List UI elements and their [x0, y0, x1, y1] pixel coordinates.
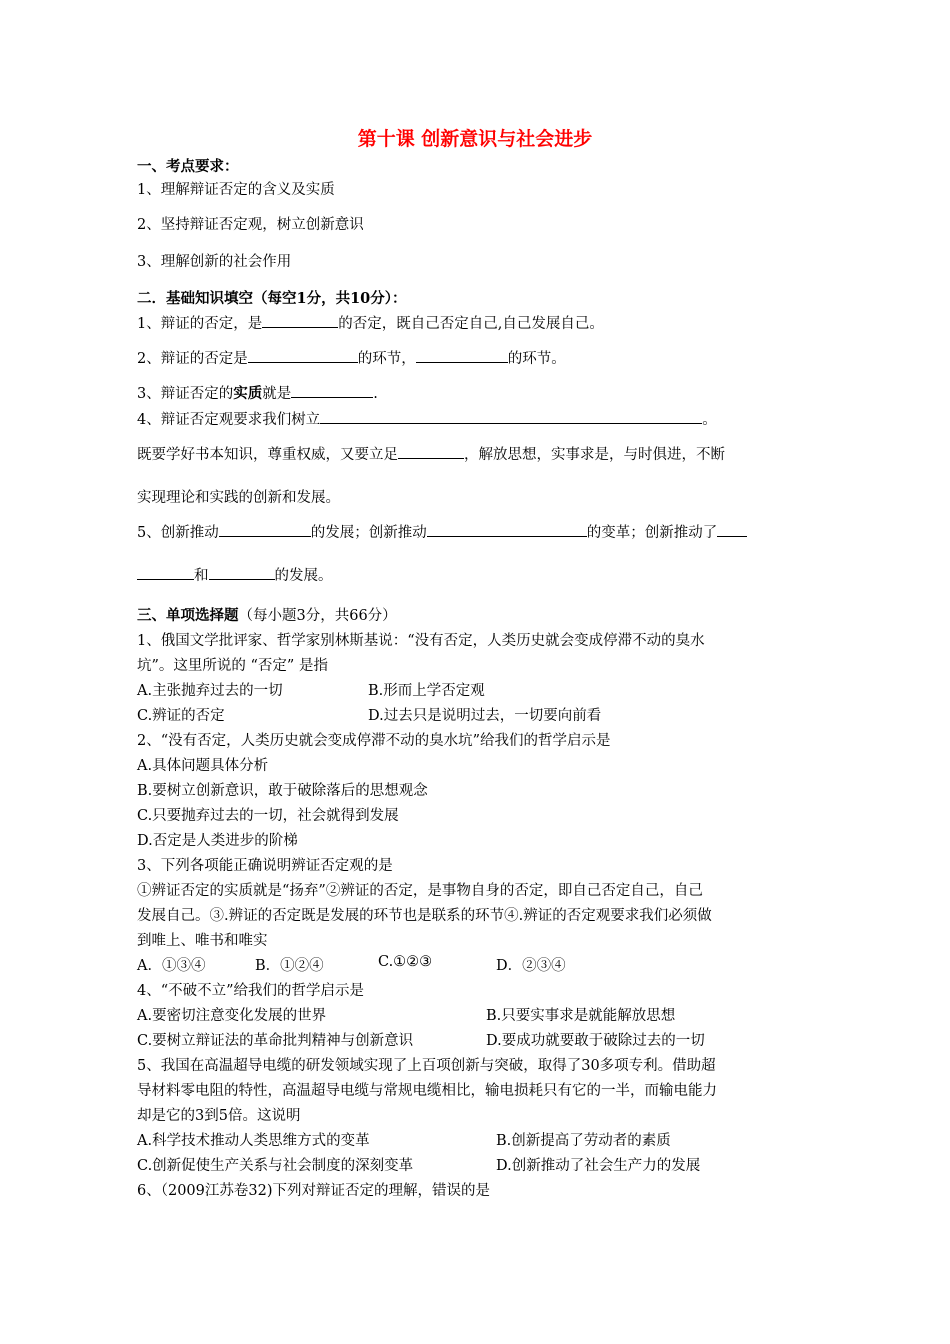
q5-text-e: 的发展。: [274, 568, 333, 584]
mc1-option-a: A.主张抛弃过去的一切: [137, 683, 283, 699]
mc5-option-b: B.创新提高了劳动者的素质: [496, 1133, 671, 1149]
q3-text-d: .: [373, 386, 378, 402]
mc3-stem-line-4: 到唯上、唯书和唯实: [137, 933, 268, 949]
blank: [291, 385, 373, 398]
blank: [137, 567, 194, 580]
blank: [209, 567, 275, 580]
blank: [219, 524, 311, 537]
mc2-option-a: A.具体问题具体分析: [137, 758, 269, 774]
mc4-option-c: C.要树立辩证法的革命批判精神与创新意识: [137, 1033, 414, 1049]
q3-bold-word: 实质: [233, 385, 263, 402]
fill-question-1: [137, 312, 604, 333]
blank: [717, 524, 747, 537]
mc5-option-c: C.创新促使生产关系与社会制度的深刻变革: [137, 1158, 414, 1174]
section3-note: （每小题3分，共66分）: [238, 608, 397, 624]
q2-text-b: 的环节，: [357, 351, 416, 367]
mc2-option-b: B.要树立创新意识，敢于破除落后的思想观念: [137, 783, 428, 799]
q5-text-c: 的变革；创新推动了: [586, 525, 718, 541]
mc4-stem: 4、“不破不立”给我们的哲学启示是: [137, 983, 365, 999]
q5-text-a: 5、创新推动: [137, 525, 219, 541]
q1-text-a: 1、辩证的否定，是: [137, 316, 263, 332]
mc6-stem: 6、（2009江苏卷32)下列对辩证否定的理解，错误的是: [137, 1183, 490, 1199]
mc3-option-a: A．①③④: [137, 958, 206, 974]
fill-question-2: [137, 347, 566, 368]
mc5-option-d: D.创新推动了社会生产力的发展: [496, 1158, 701, 1174]
mc5-stem-line-1: 5、我国在高温超导电缆的研发领域实现了上百项创新与突破，取得了30多项专利。借助超: [137, 1058, 716, 1074]
fill-question-5-cont: [137, 564, 333, 585]
fill-paragraph-line-2: 实现理论和实践的创新和发展。: [137, 490, 340, 506]
section3-heading: [137, 604, 397, 625]
blank: [320, 410, 702, 424]
fill-question-4: [137, 408, 717, 429]
mc1-option-d: D.过去只是说明过去，一切要向前看: [368, 708, 602, 724]
sec1-item-3: 3、理解创新的社会作用: [137, 254, 292, 270]
blank: [398, 445, 464, 459]
fill-question-5: [137, 521, 747, 542]
section2-heading: 二．基础知识填空（每空1分，共10分）：: [137, 290, 407, 307]
mc1-option-b: B.形而上学否定观: [368, 683, 485, 699]
q4-text-a: 4、辩证否定观要求我们树立: [137, 412, 321, 428]
mc3-option-d: D．②③④: [496, 958, 566, 974]
page-title: 第十课 创新意识与社会进步: [357, 128, 593, 150]
fill-question-3: [137, 382, 378, 403]
q5-text-d: 和: [194, 568, 209, 584]
mc4-option-d: D.要成功就要敢于破除过去的一切: [486, 1033, 705, 1049]
section3-title: 三、单项选择题: [137, 607, 239, 624]
q2-text-c: 的环节。: [507, 351, 566, 367]
p1-text-b: ，解放思想，实事求是，与时俱进，不断: [464, 447, 725, 463]
mc1-stem-line-2: 坑”。这里所说的 “否定” 是指: [137, 658, 328, 674]
mc2-stem: 2、“没有否定，人类历史就会变成停滞不动的臭水坑”给我们的哲学启示是: [137, 733, 611, 749]
mc3-stem-line-1: 3、下列各项能正确说明辨证否定观的是: [137, 858, 393, 874]
q5-text-b: 的发展；创新推动: [310, 525, 427, 541]
q3-text-c: 就是: [262, 386, 292, 402]
p1-text-a: 既要学好书本知识，尊重权威，又要立足: [137, 447, 398, 463]
mc5-option-a: A.科学技术推动人类思维方式的变革: [137, 1133, 370, 1149]
blank: [416, 349, 508, 363]
blank: [248, 349, 358, 363]
mc3-option-c: C.①②③: [378, 954, 433, 970]
mc3-option-b: B．①②④: [255, 958, 324, 974]
mc3-stem-line-2: ①辨证否定的实质就是“扬弃”②辨证的否定，是事物自身的否定，即自己否定自己，自己: [137, 883, 703, 899]
blank: [262, 314, 338, 328]
q4-text-b: 。: [702, 412, 717, 428]
mc4-option-b: B.只要实事求是就能解放思想: [486, 1008, 676, 1024]
mc1-stem-line-1: 1、俄国文学批评家、哲学家别林斯基说：“没有否定，人类历史就会变成停滞不动的臭水: [137, 633, 705, 649]
mc2-option-c: C.只要抛弃过去的一切，社会就得到发展: [137, 808, 399, 824]
q3-text-a: 3、辩证否定的: [137, 386, 234, 402]
sec1-item-2: 2、坚持辩证否定观，树立创新意识: [137, 217, 364, 233]
mc1-option-c: C.辨证的否定: [137, 708, 225, 724]
mc2-option-d: D.否定是人类进步的阶梯: [137, 833, 298, 849]
sec1-item-1: 1、理解辩证否定的含义及实质: [137, 182, 335, 198]
mc4-option-a: A.要密切注意变化发展的世界: [137, 1008, 327, 1024]
mc3-stem-line-3: 发展自己。③.辨证的否定既是发展的环节也是联系的环节④.辨证的否定观要求我们必须做: [137, 908, 712, 924]
blank: [427, 524, 587, 537]
fill-paragraph-line-1: [137, 443, 725, 464]
section1-heading: 一、考点要求：: [137, 158, 239, 175]
q1-text-b: 的否定，既自己否定自己,自己发展自己。: [338, 316, 604, 332]
mc5-stem-line-3: 却是它的3到5倍。这说明: [137, 1108, 301, 1124]
q2-text-a: 2、辩证的否定是: [137, 351, 248, 367]
mc5-stem-line-2: 导材料零电阻的特性，高温超导电缆与常规电缆相比，输电损耗只有它的一半，而输电能力: [137, 1083, 717, 1099]
